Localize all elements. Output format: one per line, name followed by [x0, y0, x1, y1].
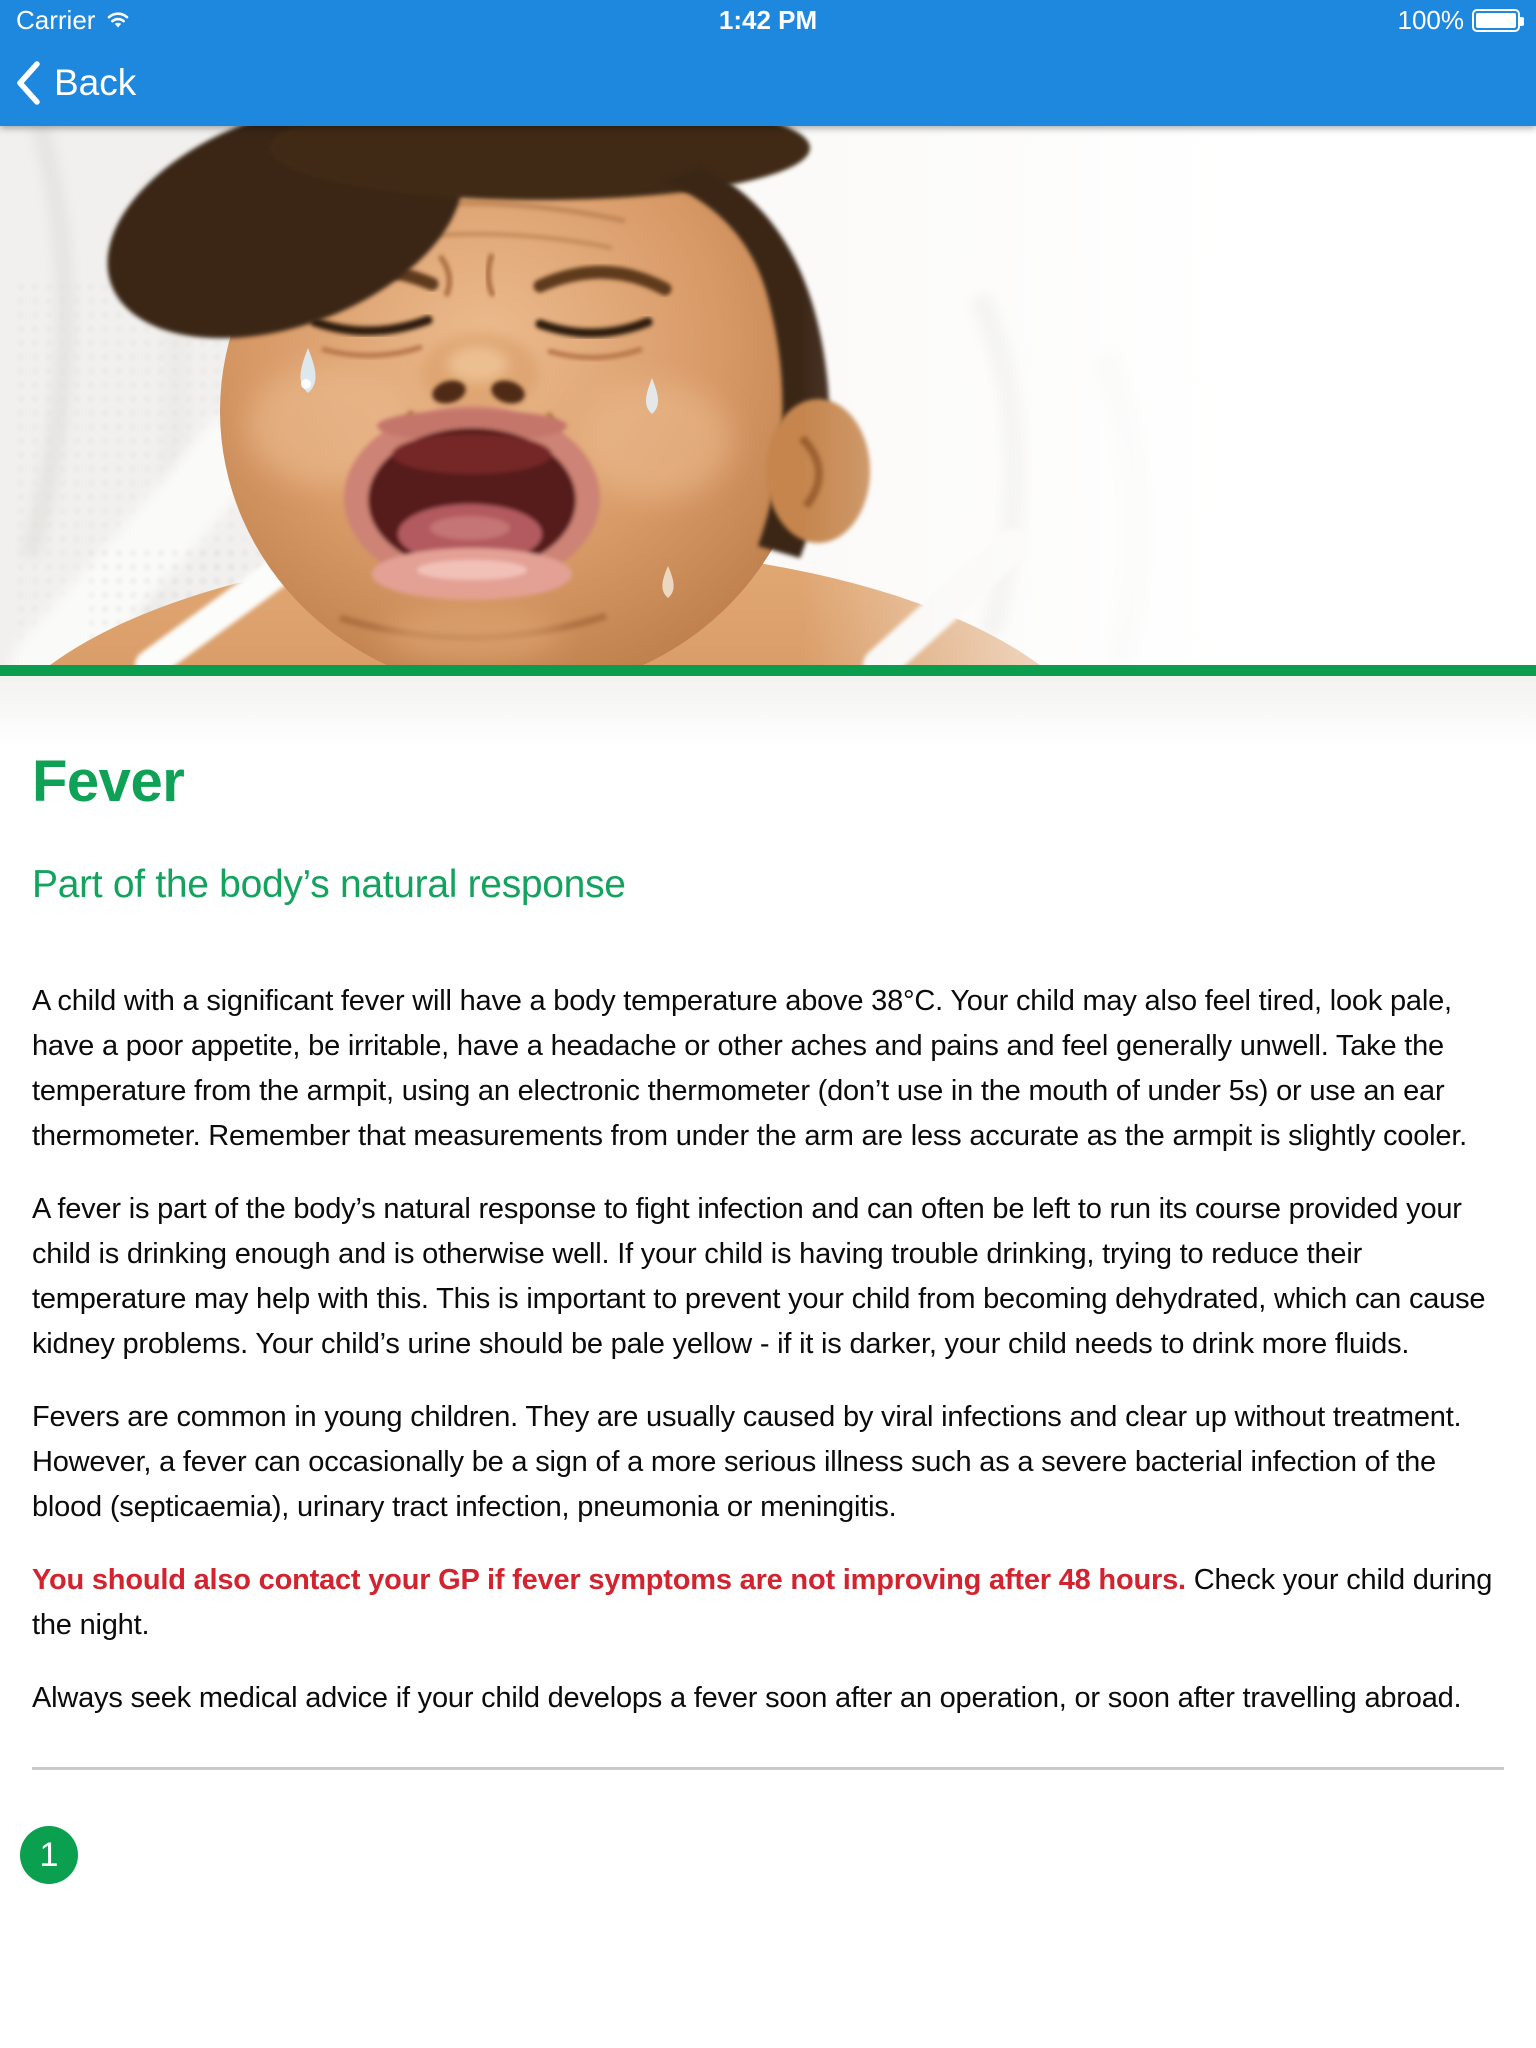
article-body	[32, 979, 1504, 1721]
warning-following-text: Check your child during the night.	[32, 1564, 1493, 1641]
paragraph-natural-response: A fever is part of the body’s natural response to fight infection and can often be left to run its course provided your child is drinking enough and is otherwise well. If your child is having trouble drinking, trying to reduce their temperature may help with this. This is important to prevent your child from becoming dehydrated, which can cause kidney problems. Your child’s urine should be pale yellow - if it is darker, your child needs to drink more fluids.	[32, 1193, 1486, 1360]
battery-full-icon	[1472, 9, 1520, 32]
article-content	[0, 676, 1536, 1976]
paragraph-closing: Always seek medical advice if your child develops a fever soon after an operation, or soon after travelling abroad.	[32, 1682, 1462, 1714]
chevron-left-icon	[14, 59, 42, 107]
warning-red-text: You should also contact your GP if fever symptoms are not improving after 48 hours.	[32, 1564, 1186, 1596]
hero-image-crying-baby	[0, 126, 1536, 665]
carrier-label: Carrier	[16, 4, 96, 35]
page-title: Fever	[32, 749, 185, 814]
navigation-header	[0, 0, 1536, 126]
paragraph-symptoms: A child with a significant fever will have a body temperature above 38°C. Your child may also feel tired, look pale, have a poor appetite, be irritable, have a headache or other aches and pains and feel generally unwell. Take the temperature from the armpit, using an electronic thermometer (don’t use in the mouth of under 5s) or use an ear thermometer. Remember that measurements from under the arm are less accurate as the armpit is slightly cooler.	[32, 985, 1468, 1152]
paragraph-warning	[32, 1558, 1504, 1648]
section-number-label: 1	[39, 1835, 59, 1874]
battery-percent-label: 100%	[1397, 4, 1464, 35]
page-subtitle: Part of the body’s natural response	[32, 863, 626, 906]
green-accent-bar	[0, 665, 1536, 676]
status-bar	[0, 0, 1536, 40]
section-divider	[32, 1767, 1504, 1770]
status-time: 1:42 PM	[718, 4, 818, 35]
back-button-label: Back	[54, 62, 137, 103]
paragraph-causes: Fevers are common in young children. They are usually caused by viral infections and clear up without treatment. However, a fever can occasionally be a sign of a more serious illness such as a severe bacterial infection of the blood (septicaemia), urinary tract infection, pneumonia or meningitis.	[32, 1401, 1462, 1523]
nav-bar	[0, 40, 1536, 126]
back-button[interactable]	[14, 59, 136, 107]
section-number-badge	[20, 1826, 78, 1884]
